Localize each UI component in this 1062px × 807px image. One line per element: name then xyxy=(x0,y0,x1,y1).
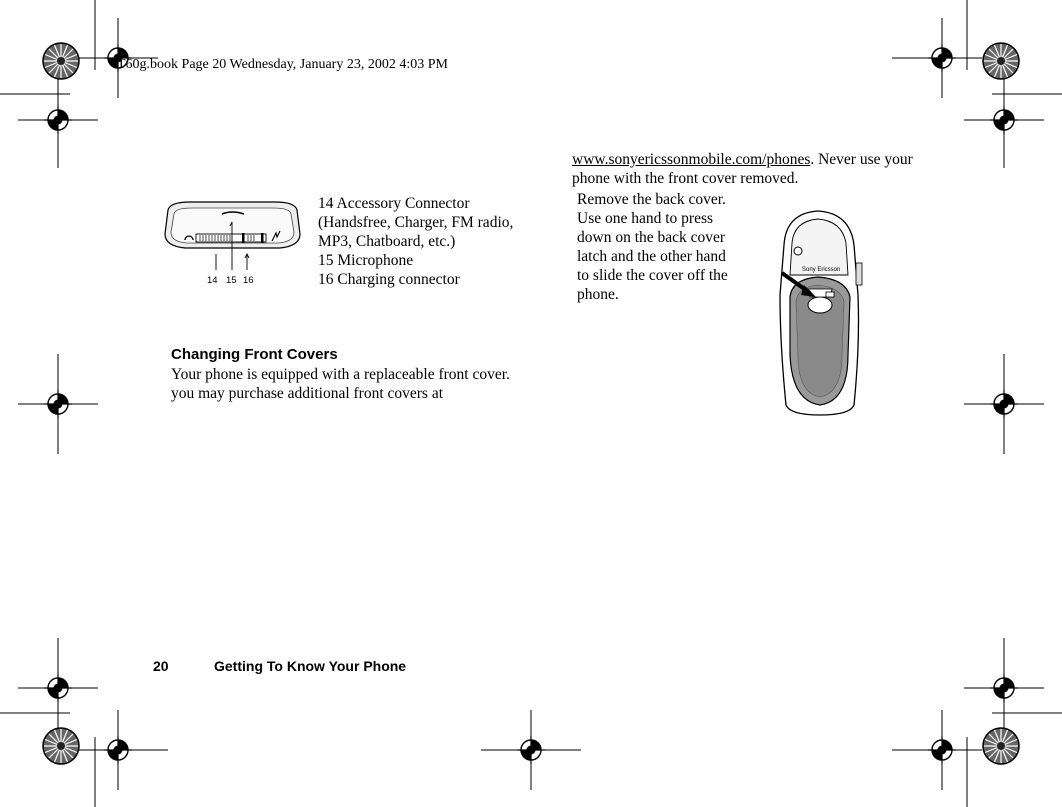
body-line: you may purchase additional front covers at xyxy=(171,385,444,402)
instruction-line: Use one hand to press xyxy=(577,210,714,227)
chapter-title: Getting To Know Your Phone xyxy=(214,658,407,674)
callout-15: 15 xyxy=(226,275,237,286)
section-body xyxy=(171,365,531,403)
url-line2: phone with the front cover removed. xyxy=(572,170,799,187)
remove-back-cover-instructions xyxy=(577,190,747,304)
instruction-line: latch and the other hand xyxy=(577,248,726,265)
instruction-line: Remove the back cover. xyxy=(577,191,726,208)
legend-line: 15 Microphone xyxy=(318,252,414,269)
phone-brand-logo: Sony Ericsson xyxy=(802,267,841,273)
legend-line: (Handsfree, Charger, FM radio, xyxy=(318,214,514,231)
legend-line: MP3, Chatboard, etc.) xyxy=(318,233,456,250)
sonyericsson-url-link[interactable]: www.sonyericssonmobile.com/phones xyxy=(572,151,811,168)
body-line: Your phone is equipped with a replaceable front cover. xyxy=(171,366,510,383)
book-header-line: T60g.book Page 20 Wednesday, January 23, 2002 4:03 PM xyxy=(117,57,448,72)
instruction-line: phone. xyxy=(577,286,619,303)
instruction-line: to slide the cover off the xyxy=(577,267,728,284)
url-suffix: . Never use your xyxy=(810,151,913,168)
page-number: 20 xyxy=(153,658,169,674)
section-heading: Changing Front Covers xyxy=(171,346,338,363)
callout-16: 16 xyxy=(243,275,254,286)
legend-line: 14 Accessory Connector xyxy=(318,195,470,212)
connector-legend xyxy=(318,194,513,289)
phone-back-cover-illustration xyxy=(770,205,870,420)
callout-14: 14 xyxy=(207,275,218,286)
phone-bottom-connector-illustration xyxy=(160,196,305,292)
url-paragraph xyxy=(572,150,932,188)
legend-line: 16 Charging connector xyxy=(318,271,460,288)
instruction-line: down on the back cover xyxy=(577,229,726,246)
